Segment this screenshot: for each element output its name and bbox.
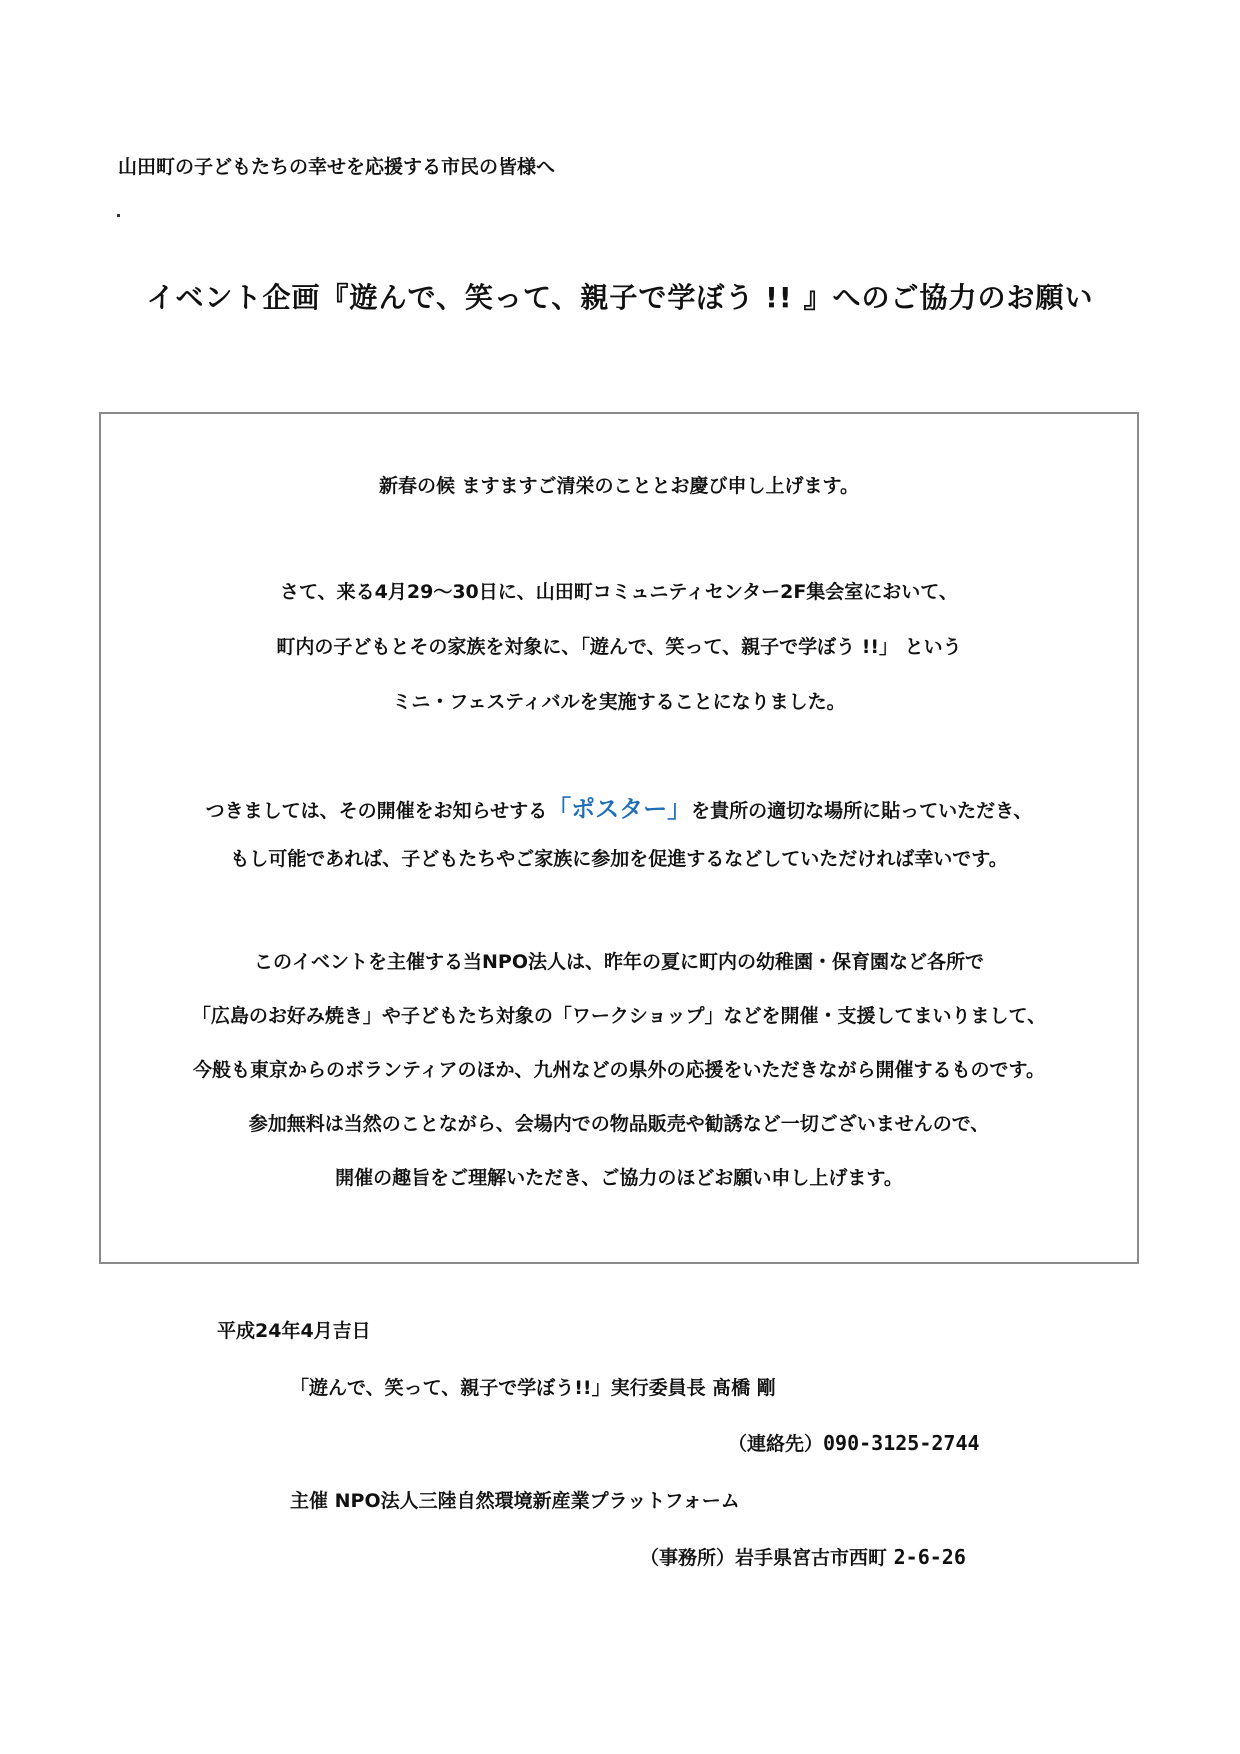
body-line: もし可能であれば、子どもたちやご家族に参加を促進するなどしていただければ幸いです。 <box>230 848 1008 870</box>
poster-request-before: つきましては、その開催をお知らせする <box>205 800 548 822</box>
message-box <box>99 412 1139 1264</box>
body-line: 参加無料は当然のことながら、会場内での物品販売や勧誘など一切ございませんので、 <box>248 1113 990 1135</box>
office-number: 2-6-26 <box>893 1545 966 1569</box>
date-line: 平成24年4月吉日 <box>217 1320 371 1342</box>
contact-phone: 090-3125-2744 <box>823 1431 980 1455</box>
body-line: ミニ・フェスティバルを実施することになりました。 <box>392 691 846 713</box>
body-line: 開催の趣旨をご理解いただき、ご協力のほどお願い申し上げます。 <box>335 1167 903 1189</box>
body-line: さて、来る4月29～30日に、山田町コミュニティセンター2F集会室において、 <box>280 581 958 603</box>
page-title: イベント企画『遊んで、笑って、親子で学ぼう !! 』へのご協力のお願い <box>146 281 1094 314</box>
stray-dot <box>117 214 120 217</box>
addressee-line: 山田町の子どもたちの幸せを応援する市民の皆様へ <box>118 156 556 178</box>
body-line: 町内の子どもとその家族を対象に、「遊んで、笑って、親子で学ぼう !!」 という <box>276 636 962 658</box>
office-label: （事務所）岩手県宮古市西町 <box>640 1547 888 1569</box>
contact-line <box>728 1429 980 1456</box>
body-line: 今般も東京からのボランティアのほか、九州などの県外の応援をいただきながら開催するものです。 <box>193 1059 1045 1081</box>
poster-highlight: 「ポスター」 <box>547 795 692 823</box>
poster-request-after: を貴所の適切な場所に貼っていただき、 <box>691 800 1033 822</box>
organizer-line: 主催 NPO法人三陸自然環境新産業プラットフォーム <box>290 1490 740 1512</box>
greeting-line: 新春の候 ますますご清栄のこととお慶び申し上げます。 <box>378 475 860 497</box>
body-line: このイベントを主催する当NPO法人は、昨年の夏に町内の幼稚園・保育園など各所で <box>254 951 984 973</box>
office-address-line <box>640 1543 966 1570</box>
poster-request-line <box>101 789 1137 824</box>
body-line: 「広島のお好み焼き」や子どもたち対象の「ワークショップ」などを開催・支援してまいりまして、 <box>191 1005 1047 1027</box>
contact-label: （連絡先） <box>728 1433 824 1455</box>
committee-chair-line: 「遊んで、笑って、親子で学ぼう!!」実行委員長 髙橋 剛 <box>290 1377 776 1399</box>
